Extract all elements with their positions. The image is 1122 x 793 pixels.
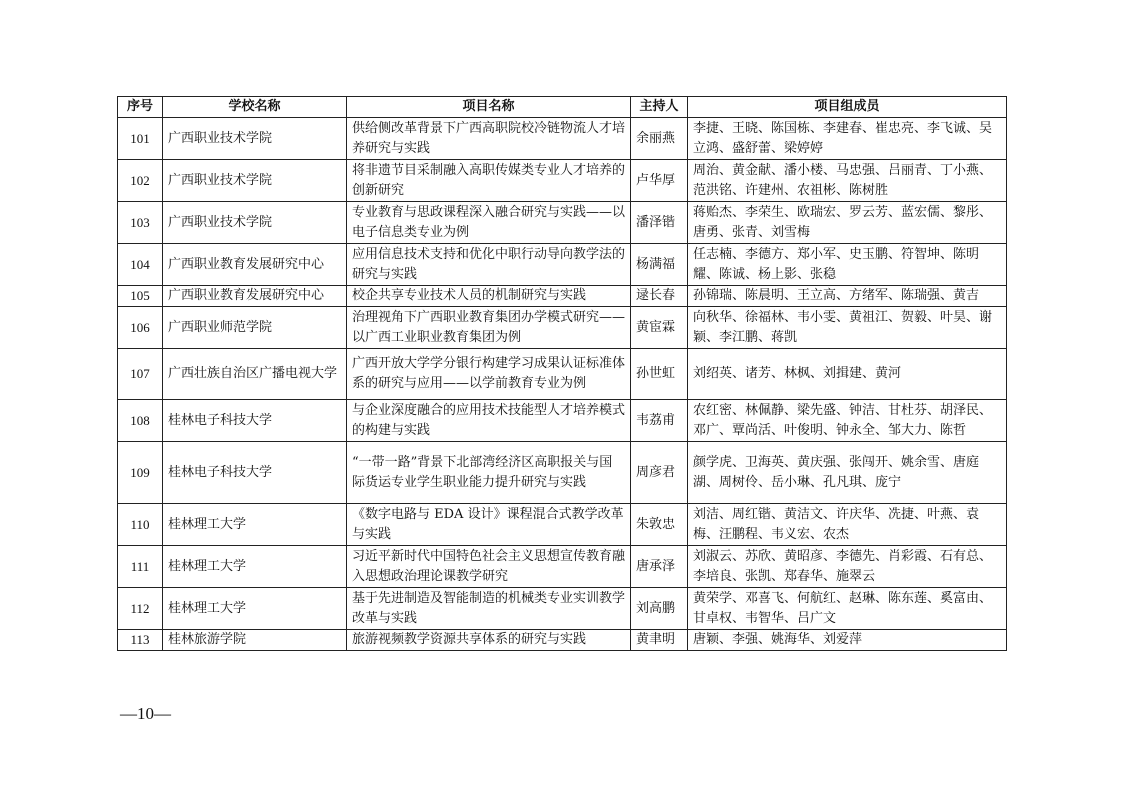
row-members: 农红密、林佩静、梁先盛、钟洁、甘杜芬、胡泽民、邓广、覃尚活、叶俊明、钟永全、邹大力、陈哲 bbox=[688, 400, 1007, 442]
table-row bbox=[118, 546, 1007, 588]
row-host: 杨满福 bbox=[631, 244, 688, 286]
table-body bbox=[118, 118, 1007, 651]
row-members: 刘淑云、苏欣、黄昭彦、李德先、肖彩霞、石有总、李培良、张凯、郑春华、施翠云 bbox=[688, 546, 1007, 588]
row-school: 广西职业技术学院 bbox=[163, 118, 347, 160]
header-school: 学校名称 bbox=[163, 97, 347, 118]
row-project: 习近平新时代中国特色社会主义思想宣传教育融入思想政治理论课教学研究 bbox=[347, 546, 631, 588]
row-index: 101 bbox=[118, 118, 163, 160]
row-school: 桂林理工大学 bbox=[163, 546, 347, 588]
row-project: “一带一路”背景下北部湾经济区高职报关与国际货运专业学生职业能力提升研究与实践 bbox=[347, 442, 631, 504]
row-index: 109 bbox=[118, 442, 163, 504]
row-index: 112 bbox=[118, 588, 163, 630]
header-members: 项目组成员 bbox=[688, 97, 1007, 118]
row-school: 桂林电子科技大学 bbox=[163, 400, 347, 442]
row-school: 桂林理工大学 bbox=[163, 588, 347, 630]
row-host: 黄宦霖 bbox=[631, 307, 688, 349]
table-row bbox=[118, 286, 1007, 307]
table-row bbox=[118, 442, 1007, 504]
row-host: 孙世虹 bbox=[631, 349, 688, 400]
row-project: 校企共享专业技术人员的机制研究与实践 bbox=[347, 286, 631, 307]
row-index: 103 bbox=[118, 202, 163, 244]
row-members: 李捷、王晓、陈国栋、李建春、崔忠亮、李飞诚、吴立鸿、盛舒蕾、梁婷婷 bbox=[688, 118, 1007, 160]
table-row bbox=[118, 504, 1007, 546]
row-index: 113 bbox=[118, 630, 163, 651]
header-host: 主持人 bbox=[631, 97, 688, 118]
row-project: 应用信息技术支持和优化中职行动导向教学法的研究与实践 bbox=[347, 244, 631, 286]
row-host: 逯长春 bbox=[631, 286, 688, 307]
row-host: 朱敦忠 bbox=[631, 504, 688, 546]
row-project: 与企业深度融合的应用技术技能型人才培养模式的构建与实践 bbox=[347, 400, 631, 442]
row-index: 107 bbox=[118, 349, 163, 400]
row-members: 唐颖、李强、姚海华、刘爱萍 bbox=[688, 630, 1007, 651]
row-host: 刘高鹏 bbox=[631, 588, 688, 630]
table-row bbox=[118, 160, 1007, 202]
row-index: 104 bbox=[118, 244, 163, 286]
row-school: 广西壮族自治区广播电视大学 bbox=[163, 349, 347, 400]
table-row bbox=[118, 244, 1007, 286]
row-members: 向秋华、徐福林、韦小雯、黄祖江、贺毅、叶昊、谢颖、李江鹏、蒋凯 bbox=[688, 307, 1007, 349]
row-host: 周彦君 bbox=[631, 442, 688, 504]
row-project: 广西开放大学学分银行构建学习成果认证标准体系的研究与应用——以学前教育专业为例 bbox=[347, 349, 631, 400]
row-index: 106 bbox=[118, 307, 163, 349]
row-index: 111 bbox=[118, 546, 163, 588]
row-members: 孙锦瑞、陈晨明、王立高、方绪军、陈瑞强、黄吉 bbox=[688, 286, 1007, 307]
table-row bbox=[118, 630, 1007, 651]
header-project: 项目名称 bbox=[347, 97, 631, 118]
row-members: 蒋贻杰、李荣生、欧瑞宏、罗云芳、蓝宏儒、黎彤、唐勇、张青、刘雪梅 bbox=[688, 202, 1007, 244]
table-header-row bbox=[118, 97, 1007, 118]
row-project: 供给侧改革背景下广西高职院校冷链物流人才培养研究与实践 bbox=[347, 118, 631, 160]
page-number: —10— bbox=[120, 704, 171, 723]
row-members: 刘绍英、诸芳、林枫、刘揖建、黄河 bbox=[688, 349, 1007, 400]
row-school: 广西职业教育发展研究中心 bbox=[163, 244, 347, 286]
row-index: 108 bbox=[118, 400, 163, 442]
table-row bbox=[118, 118, 1007, 160]
row-project: 基于先进制造及智能制造的机械类专业实训教学改革与实践 bbox=[347, 588, 631, 630]
row-members: 任志楠、李德方、郑小军、史玉鹏、符智坤、陈明耀、陈诚、杨上影、张稳 bbox=[688, 244, 1007, 286]
row-project: 治理视角下广西职业教育集团办学模式研究——以广西工业职业教育集团为例 bbox=[347, 307, 631, 349]
row-host: 余丽燕 bbox=[631, 118, 688, 160]
header-index: 序号 bbox=[118, 97, 163, 118]
row-index: 102 bbox=[118, 160, 163, 202]
row-project: 《数字电路与 EDA 设计》课程混合式教学改革与实践 bbox=[347, 504, 631, 546]
row-host: 唐承泽 bbox=[631, 546, 688, 588]
row-host: 卢华厚 bbox=[631, 160, 688, 202]
row-project: 旅游视频教学资源共享体系的研究与实践 bbox=[347, 630, 631, 651]
row-school: 桂林旅游学院 bbox=[163, 630, 347, 651]
row-school: 桂林电子科技大学 bbox=[163, 442, 347, 504]
row-host: 黄聿明 bbox=[631, 630, 688, 651]
row-school: 广西职业师范学院 bbox=[163, 307, 347, 349]
row-members: 周治、黄金献、潘小楼、马忠强、吕丽青、丁小燕、范洪铭、许建州、农祖彬、陈树胜 bbox=[688, 160, 1007, 202]
row-school: 广西职业教育发展研究中心 bbox=[163, 286, 347, 307]
table-row bbox=[118, 349, 1007, 400]
row-school: 桂林理工大学 bbox=[163, 504, 347, 546]
row-host: 潘泽锴 bbox=[631, 202, 688, 244]
row-members: 颜学虎、卫海英、黄庆强、张闯开、姚余雪、唐庭湖、周树伶、岳小琳、孔凡琪、庞宁 bbox=[688, 442, 1007, 504]
row-host: 韦荔甫 bbox=[631, 400, 688, 442]
project-table bbox=[117, 96, 1007, 651]
row-members: 刘洁、周红锴、黄洁文、许庆华、冼捷、叶燕、袁梅、汪鹏程、韦义宏、农杰 bbox=[688, 504, 1007, 546]
row-school: 广西职业技术学院 bbox=[163, 160, 347, 202]
row-index: 110 bbox=[118, 504, 163, 546]
row-members: 黄荣学、邓喜飞、何航红、赵琳、陈东莲、奚富由、甘卓权、韦智华、吕广文 bbox=[688, 588, 1007, 630]
table-row bbox=[118, 588, 1007, 630]
row-index: 105 bbox=[118, 286, 163, 307]
row-project: 将非遗节目采制融入高职传媒类专业人才培养的创新研究 bbox=[347, 160, 631, 202]
row-project: 专业教育与思政课程深入融合研究与实践——以电子信息类专业为例 bbox=[347, 202, 631, 244]
table-row bbox=[118, 400, 1007, 442]
row-school: 广西职业技术学院 bbox=[163, 202, 347, 244]
table-row bbox=[118, 307, 1007, 349]
table-row bbox=[118, 202, 1007, 244]
